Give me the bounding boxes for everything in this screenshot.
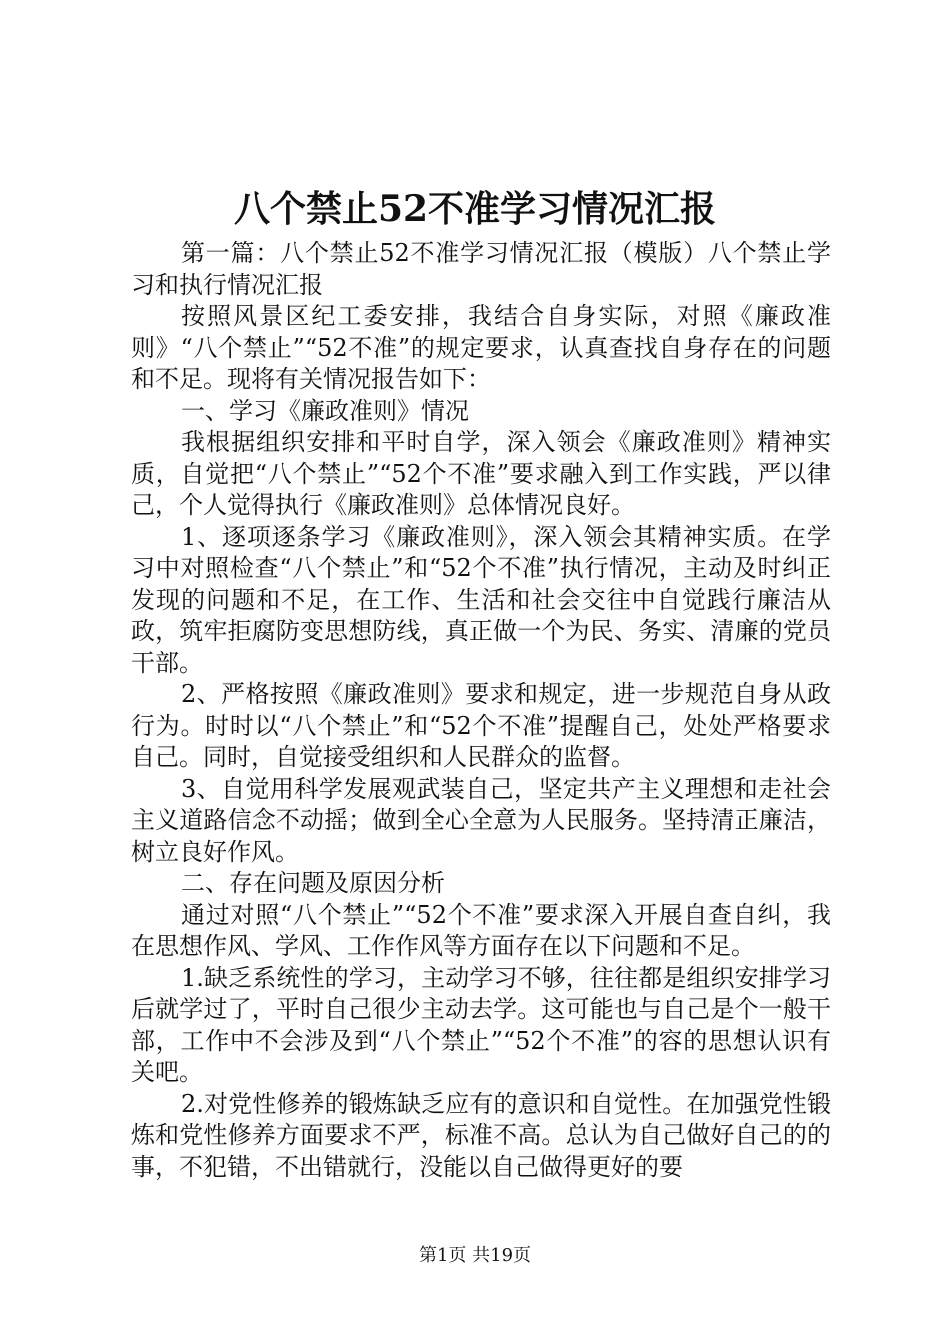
paragraph-item-3: 3、自觉用科学发展观武装自己，坚定共产主义理想和走社会主义道路信念不动摇；做到全心全意为人民服务。坚持清正廉洁，树立良好作风。 xyxy=(131,774,831,866)
paragraph-problems-intro: 通过对照“八个禁止”“52个不准”要求深入开展自查自纠，我在思想作风、学风、工作作风等方面存在以下问题和不足。 xyxy=(131,900,831,960)
paragraph-intro-heading: 第一篇：八个禁止52不准学习情况汇报（模版）八个禁止学习和执行情况汇报 xyxy=(131,239,831,299)
section-heading-problems: 二、存在问题及原因分析 xyxy=(181,869,445,897)
paragraph-problem-1: 1.缺乏系统性的学习，主动学习不够，往往都是组织安排学习后就学过了，平时自己很少主动去学。这可能也与自己是个一般干部，工作中不会涉及到“八个禁止”“52个不准”的容的思想认识有关吧。 xyxy=(131,963,831,1086)
paragraph-item-1: 1、逐项逐条学习《廉政准则》，深入领会其精神实质。在学习中对照检查“八个禁止”和“52个不准”执行情况，主动及时纠正发现的问题和不足，在工作、生活和社会交往中自觉践行廉洁从政，筑牢拒腐防变思想防线，真正做一个为民、务实、清廉的党员干部。 xyxy=(131,522,831,677)
paragraph-problem-2: 2.对党性修养的锻炼缺乏应有的意识和自觉性。在加强党性锻炼和党性修养方面要求不严，标准不高。总认为自己做好自己的的事，不犯错，不出错就行，没能以自己做得更好的要 xyxy=(131,1089,831,1181)
document-body xyxy=(131,238,831,1183)
document-title: 八个禁止52不准学习情况汇报 xyxy=(233,188,717,230)
page-number-footer: 第1页 共19页 xyxy=(418,1245,532,1266)
paragraph-intro: 按照风景区纪工委安排，我结合自身实际，对照《廉政准则》“八个禁止”“52不准”的规定要求，认真查找自身存在的问题和不足。现将有关情况报告如下： xyxy=(131,302,831,393)
paragraph-item-2: 2、严格按照《廉政准则》要求和规定，进一步规范自身从政行为。时时以“八个禁止”和“52个不准”提醒自己，处处严格要求自己。同时，自觉接受组织和人民群众的监督。 xyxy=(131,680,831,771)
section-heading-study: 一、学习《廉政准则》情况 xyxy=(181,396,469,425)
paragraph-study-summary: 我根据组织安排和平时自学，深入领会《廉政准则》精神实质，自觉把“八个禁止”“52个不准”要求融入到工作实践，严以律己，个人觉得执行《廉政准则》总体情况良好。 xyxy=(131,428,831,519)
